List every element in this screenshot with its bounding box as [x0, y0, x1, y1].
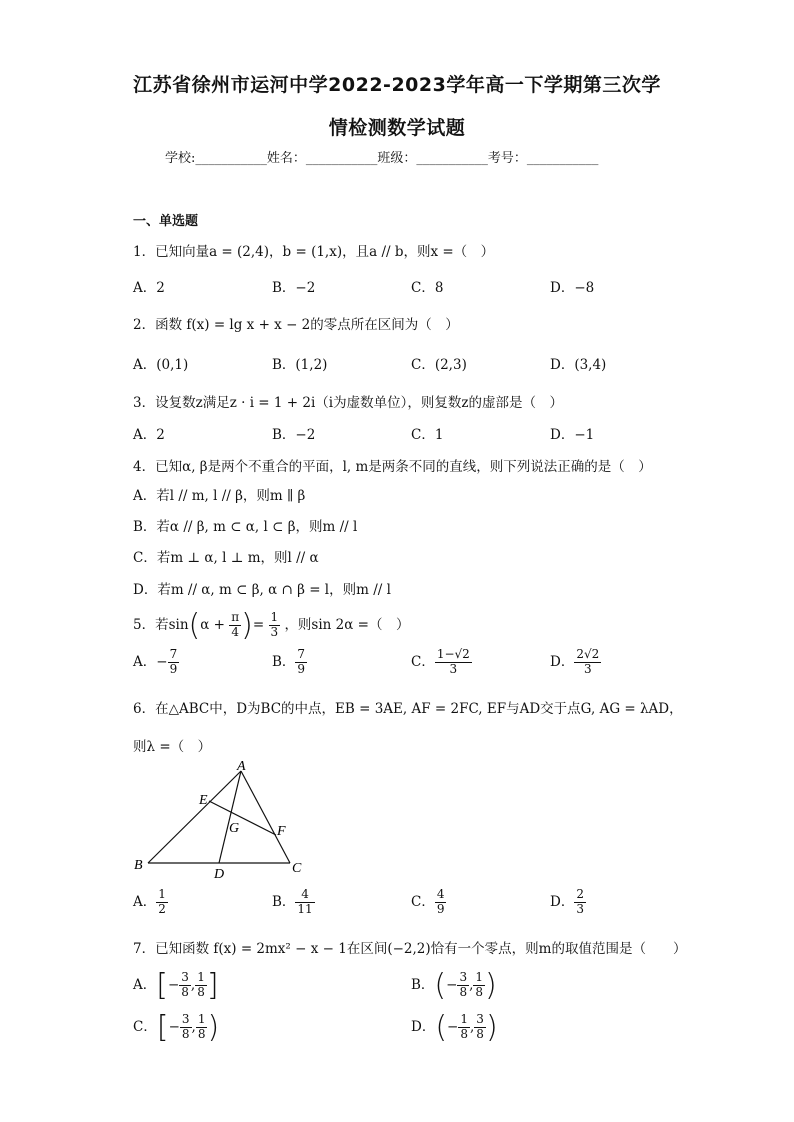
question-4-stem: 4．已知α, β是两个不重合的平面，l, m是两条不同的直线，则下列说法正确的是（ ） [133, 459, 652, 475]
q6-option-b: B． $\frac{4}{11}$ [272, 887, 313, 916]
question-7-stem: 7．已知函数 f(x) = 2mx² − x − 1在区间(−2,2)恰有一个零点，则m的取值范围是（ ） [133, 941, 687, 957]
question-6-stem-line2: 则λ =（ ） [133, 739, 212, 755]
q3-option-d: D．−1 [550, 427, 595, 443]
q7-option-a: A．[− $\frac{3}{8}$ , $\frac{1}{8}$ ] [133, 968, 219, 1003]
label-g: G [229, 821, 240, 836]
question-1-stem: 1．已知向量a = (2,4)，b = (1,x)，且a // b，则x =（ ） [133, 244, 495, 260]
q2-option-b: B．(1,2) [272, 357, 328, 373]
q5-option-a: A．− $\frac{7}{9}$ [133, 647, 178, 676]
q1-option-d: D．−8 [550, 280, 595, 296]
q3-option-b: B．−2 [272, 427, 316, 443]
section-heading: 一、单选题 [133, 214, 199, 229]
q1-option-b: B．−2 [272, 280, 316, 296]
q7-option-c: C．[− $\frac{3}{8}$ , $\frac{1}{8}$ ) [133, 1010, 220, 1045]
q7-option-d: D．(− $\frac{1}{8}$ , $\frac{3}{8}$ ) [411, 1010, 498, 1045]
q3-option-a: A．2 [133, 427, 165, 443]
question-5-stem: 5．若sin(α + $\frac{\pi}{4}$ )= $\frac{1}{3}$ ，则sin 2α =（ ） [133, 608, 410, 643]
q6-option-d: D． $\frac{2}{3}$ [550, 887, 584, 916]
q5-option-b: B． $\frac{7}{9}$ [272, 647, 306, 676]
q3-option-c: C．1 [411, 427, 444, 443]
side-ab [148, 771, 241, 863]
alpha-plus: α + [200, 617, 225, 633]
q5-option-c: C． $\frac{1-√2}{3}$ [411, 647, 470, 676]
q6-option-c: C． $\frac{4}{9}$ [411, 887, 445, 916]
label-c: C [292, 861, 302, 876]
q1-option-c: C．8 [411, 280, 444, 296]
q6-option-a: A． $\frac{1}{2}$ [133, 887, 166, 916]
q4-option-d: D．若m // α, m ⊂ β, α ∩ β = l，则m // l [133, 582, 391, 598]
triangle-figure [125, 755, 325, 885]
label-e: E [199, 793, 208, 808]
one-third-fraction: $\frac{1}{3}$ [270, 610, 279, 639]
student-info-line: 学校:___________姓名：___________班级：___________考号：___________ [165, 151, 599, 166]
label-b: B [134, 858, 143, 873]
exam-title-line2: 情检测数学试题 [328, 117, 466, 139]
segment-ad [219, 771, 241, 863]
q1-option-a: A．2 [133, 280, 165, 296]
q2-option-d: D．(3,4) [550, 357, 607, 373]
q7-option-b: B．(− $\frac{3}{8}$ , $\frac{1}{8}$ ) [411, 968, 497, 1003]
side-ac [241, 771, 290, 863]
q2-option-a: A．(0,1) [133, 357, 189, 373]
label-a: A [237, 759, 246, 774]
q4-option-c: C．若m ⊥ α, l ⊥ m，则l // α [133, 550, 319, 566]
q4-option-b: B．若α // β, m ⊂ α, l ⊂ β，则m // l [133, 519, 358, 535]
exam-title-line1: 江苏省徐州市运河中学2022-2023学年高一下学期第三次学 [133, 74, 661, 96]
question-2-stem: 2．函数 f(x) = lg x + x − 2的零点所在区间为（ ） [133, 317, 459, 333]
q2-option-c: C．(2,3) [411, 357, 467, 373]
question-3-stem: 3．设复数z满足z · i = 1 + 2i（i为虚数单位），则复数z的虚部是（ ） [133, 395, 563, 411]
q5-option-d: D． $\frac{2√2}{3}$ [550, 647, 600, 676]
pi-over-4-fraction: $\frac{\pi}{4}$ [231, 610, 240, 639]
label-f: F [277, 824, 286, 839]
q4-option-a: A．若l // m, l // β，则m ∥ β [133, 488, 306, 504]
label-d: D [214, 867, 225, 882]
question-6-stem: 6．在△ABC中，D为BC的中点，EB = 3AE, AF = 2FC, EF与AD交于点G, AG = λAD， [133, 701, 683, 717]
